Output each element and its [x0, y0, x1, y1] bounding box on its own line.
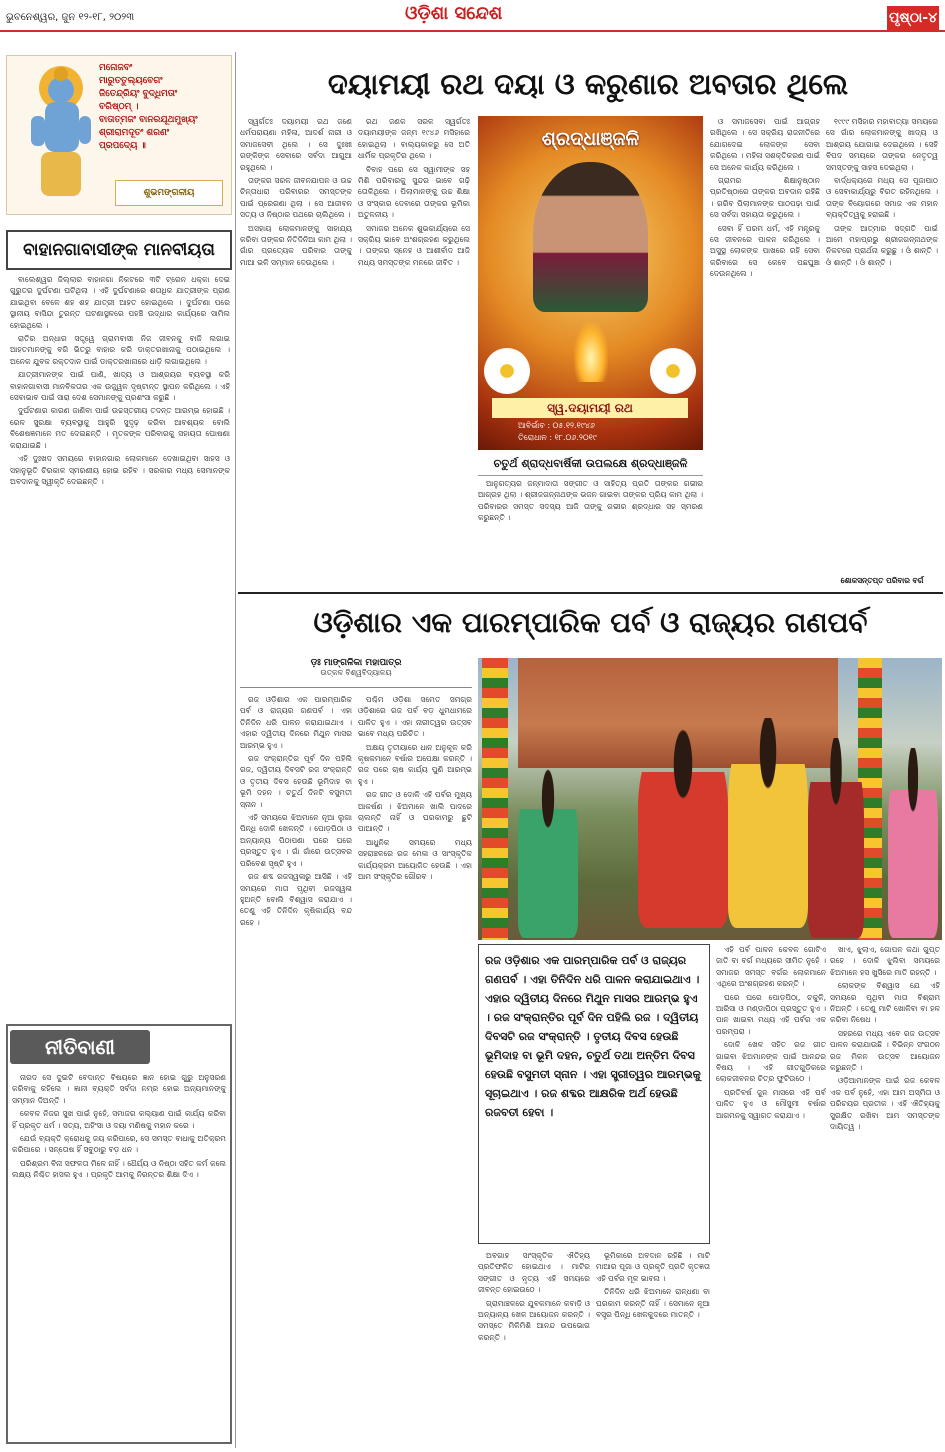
paragraph: ରଥ ଜଣକ ସରଳ ସ୍ୱର୍ଗତଃ ଦୟାମୟୀଙ୍କ ଜନ୍ମ ୧୯୪୬ ମସିହାରେ ହୋଇଥିଲା । ବାଲ୍ୟକାଳରୁ ସେ ଅତି ଧାର୍ମିକ ପ୍ରକୃତିର ଥିଲେ ।	[358, 117, 470, 161]
story2-byline	[240, 658, 472, 688]
paragraph: ରଜ ଶବ୍ଦ ରଜସ୍ୱଳାରୁ ଆସିଛି । ଏହି ସମୟରେ ମାତା ପୃଥିବୀ ରଜସ୍ୱଳା ହୁଅନ୍ତି ବୋଲି ବିଶ୍ୱାସ କରାଯାଏ । ତେଣୁ ଏହି ତିନିଦିନ କୃଷିକାର୍ଯ୍ୟ ବନ୍ଦ ରହେ ।	[240, 872, 352, 927]
paragraph: ତାଙ୍କ ଆତ୍ମାର ସଦ୍‌ଗତି ପାଇଁ ଆମେ ମହାପ୍ରଭୁ ଶ୍ରୀଜଗନ୍ନାଥଙ୍କ ନିକଟରେ ପ୍ରାର୍ଥନା କରୁଛୁ । ଓଁ ଶାନ୍ତି । ଓଁ ଶାନ୍ତି । ଓଁ ଶାନ୍ତି ।	[826, 223, 938, 267]
subhamangaliya-badge: ଶୁଭମଙ୍ଗଳୀୟ	[115, 180, 223, 206]
paragraph: ଅବଗାହ ସାଂସ୍କୃତିକ ଐତିହ୍ୟ ପ୍ରତିଫଳିତ ହୋଇଥାଏ । ମାଟିର ସଙ୍ଗୀତ ଓ ନୃତ୍ୟ ଏହି ସମୟରେ ଜୀବନ୍ତ ହୋଇଉଠେ ।	[478, 1251, 590, 1295]
neeti-vani-title: ନୀତିବାଣୀ	[10, 1030, 150, 1064]
story2-column-3b	[596, 1250, 710, 1446]
quote-line: ମନୋଜବଂ	[99, 63, 133, 73]
tribute-title: ଶ୍ରଦ୍ଧାଞ୍ଜଳି	[541, 128, 640, 150]
tribute-portrait	[478, 116, 703, 450]
story2-column-2	[358, 694, 472, 1446]
pull-quote-text: ରଜ ଓଡ଼ିଶାର ଏକ ପାରମ୍ପାରିକ ପର୍ବ ଓ ରାଜ୍ୟର ଗଣପର୍ବ । ଏହା ତିନିଦିନ ଧରି ପାଳନ କରାଯାଇଥାଏ । ଏହାର ଦ୍ୱିତୀୟ ଦିନରେ ମିଥୁନ ମାସର ଆରମ୍ଭ ହୁଏ । ରଜ ସଂକ୍ରାନ୍ତିର ପୂର୍ବ ଦିନ ପହିଲି ରଜ । ଦ୍ୱିତୀୟ ଦିବସଟି ରଜ ସଂକ୍ରାନ୍ତି । ତୃତୀୟ ଦିବସ ହେଉଛି ଭୂମିଦାହ ବା ଭୂମି ଦହନ, ଚତୁର୍ଥ ତଥା ଅନ୍ତିମ ଦିବସ ହେଉଛି ବସୁମତୀ ସ୍ନାନ । ଏହା ସ୍ତ୍ରୀତ୍ୱର ଆରମ୍ଭକୁ ସୂଚାଇଥାଏ । ରଜ ଶବ୍ଦର ଆକ୍ଷରିକ ଅର୍ଥ ହେଉଛି ରଜବତୀ ହେବା ।	[485, 954, 701, 1119]
paragraph: ଯାତ୍ରୀମାନଙ୍କ ପାଇଁ ପାଣି, ଖାଦ୍ୟ ଓ ଆଶ୍ରୟର ବ୍ୟବସ୍ଥା କରି ବାହାନଗାବାସୀ ମାନବିକତାର ଏକ ଉଜ୍ଜ୍ୱଳ ଦୃଷ୍ଟାନ୍ତ ସ୍ଥାପନ କରିଥିଲେ । ଏହି ସେବାଭାବ ପାଇଁ ସାରା ଦେଶ ସେମାନଙ୍କୁ ପ୍ରଶଂସା କରୁଛି ।	[10, 370, 230, 403]
masthead: ଓଡ଼ିଶା ସନ୍ଦେଶ	[405, 3, 503, 24]
paragraph: ଆନୁଗତ୍ୟର ଜନ୍ମାଦାତା ସଙ୍ଗୀତ ଓ ସାହିତ୍ୟ ପ୍ରତି ତାଙ୍କର ଗଭୀର ଆଗ୍ରହ ଥିଲା । ଶ୍ରୀଜଗନ୍ନାଥଙ୍କ ଭଜନ ଗାଇବା ତାଙ୍କର ପ୍ରିୟ କାମ ଥିଲା । ପରିବାରର ସମସ୍ତ ସଦସ୍ୟ ଆଜି ତାଙ୍କୁ ଗଭୀର ଶ୍ରଦ୍ଧାର ସହ ସ୍ମରଣ କରୁଛନ୍ତି ।	[478, 479, 703, 523]
column-divider	[235, 52, 236, 1448]
paragraph: ବାର୍ଦ୍ଧକ୍ୟରେ ମଧ୍ୟ ସେ ପୂଜାପାଠ ଓ ସେବାକାର୍ଯ୍ୟରୁ ବିରତ ରହିନଥିଲେ । ତାଙ୍କ ବିୟୋଗରେ ସମାଜ ଏକ ମହାନ ବ୍ୟକ୍ତିତ୍ୱକୁ ହରାଇଛି ।	[826, 176, 938, 220]
story2-column-1	[240, 694, 352, 1446]
paragraph: ସମାଜର ଅନେକ ଶୁଭକାର୍ଯ୍ୟରେ ସେ ସକ୍ରିୟ ଭାବେ ଅଂଶଗ୍ରହଣ କରୁଥିଲେ । ତାଙ୍କର ସ୍ନେହ ଓ ଆଶୀର୍ବାଦ ଆଜି ମଧ୍ୟ ସମସ୍ତଙ୍କ ମନରେ ଜୀବିତ ।	[358, 223, 470, 267]
quote-line: ଜିତେନ୍ଦ୍ରିୟଂ ବୁଦ୍ଧିମତାଂ	[99, 89, 178, 99]
paragraph: ସ୍ୱର୍ଗତଃ ଦୟାମୟୀ ରଥ ଜଣେ ଧର୍ମପରାୟଣା ମହିଳା, ଆଦର୍ଶ ନାରୀ ଓ ସମାଜସେବୀ ଥିଲେ । ସେ ଦୁଃଖୀ ରଙ୍କିଙ୍କ ସେବାରେ ସର୍ବଦା ଆଗୁଆ ରହୁଥିଲେ ।	[240, 117, 352, 172]
quote-line: ବରିଷ୍ଠମ୍ ।	[99, 102, 139, 112]
paragraph: ପଶ୍ଚିମ ଓଡ଼ିଶା ସମେତ ସମଗ୍ର ଓଡ଼ିଶାରେ ରଜ ପର୍ବ ବଡ଼ ଧୁମଧାମରେ ପାଳିତ ହୁଏ । ଏହା ନାରୀତ୍ୱର ଉତ୍ସବ ଭାବେ ମଧ୍ୟ ପରିଚିତ ।	[358, 695, 472, 739]
deceased-name: ସ୍ୱ.ଦୟାମୟୀ ରଥ	[492, 398, 688, 418]
flower-decoration	[484, 348, 530, 394]
paragraph: ବାଲେଶ୍ୱର ଜିଲ୍ଲାର ବାହାନଗା ନିକଟରେ ୩ଟି ଟ୍ରେନ ଧକ୍କା ଦେଇ ଗୁରୁତର ଦୁର୍ଘଟଣା ଘଟିଥିଲା । ଏହି ଦୁର୍ଘଟଣାରେ ଶତାଧିକ ଯାତ୍ରୀଙ୍କ ପ୍ରାଣ ଯାଇଥିବା ବେଳେ ଶହ ଶହ ଯାତ୍ରୀ ଆହତ ହୋଇଥିଲେ । ଦୁର୍ଘଟଣା ପରେ ସ୍ଥାନୀୟ ବାସିନ୍ଦା ତୁରନ୍ତ ଘଟଣାସ୍ଥଳରେ ପହଞ୍ଚି ଉଦ୍ଧାର କାର୍ଯ୍ୟରେ ସାମିଲ ହୋଇଥିଲେ ।	[10, 275, 230, 330]
story2-headline: ଓଡ଼ିଶାର ଏକ ପାରମ୍ପାରିକ ପର୍ବ ଓ ରାଜ୍ୟର ଗଣପର୍ବ	[238, 592, 943, 650]
paragraph: ଏହି ଦୁଃଖଦ ସମୟରେ ବାହାନଗାର ଲୋକମାନେ ଦେଖାଇଥିବା ସାହସ ଓ ସହାନୁଭୂତି ଚିରକାଳ ସ୍ମରଣୀୟ ହୋଇ ରହିବ । ସରକାର ମଧ୍ୟ ସେମାନଙ୍କ ଅବଦାନକୁ ସ୍ୱୀକୃତି ଦେଇଛନ୍ତି ।	[10, 454, 230, 486]
portrait-photo	[533, 162, 648, 312]
paragraph: ତାଙ୍କର ସରଳ ଜୀବନଯାପନ ଓ ଉଚ୍ଚ ଚିନ୍ତାଧାରା ପରିବାରର ସମସ୍ତଙ୍କ ପାଇଁ ପ୍ରେରଣା ଥିଲା । ସେ ଆଜୀବନ ସତ୍ୟ ଓ ନିଷ୍ଠାର ପଥରେ ଚାଲିଥିଲେ ।	[240, 176, 352, 220]
paragraph: ୧୯୯୯ ମସିହାର ମହାବାତ୍ୟା ସମୟରେ ସେ ଗାଁର ଲୋକମାନଙ୍କୁ ଖାଦ୍ୟ ଓ ଆଶ୍ରୟ ଯୋଗାଇ ଦେଇଥିଲେ । ସେହି ବିପଦ ସମୟରେ ତାଙ୍କର ନେତୃତ୍ୱ ସମସ୍ତଙ୍କୁ ସାହସ ଦେଇଥିଲା ।	[826, 117, 938, 172]
birth-date: ଆବିର୍ଭାବ : ୦୫.୧୨.୧୯୪୬	[518, 421, 595, 430]
issue-date: ଭୁବନେଶ୍ୱର, ଜୁନ ୧୨-୧୮, ୨୦୨୩	[6, 12, 135, 23]
story2-column-4	[716, 944, 826, 1446]
devotional-quote-box	[6, 55, 232, 215]
story1-column-1	[240, 116, 352, 588]
paragraph: ତିନିଦିନ ଧରି ଝିଅମାନେ ରାନ୍ଧଣା ବା ଘରକାମ କରନ୍ତି ନାହିଁ । ସେମାନେ ନୂଆ ବସ୍ତ୍ର ପିନ୍ଧି ଖେଳକୁଦରେ ମାତନ୍ତି ।	[596, 1287, 710, 1320]
hanuman-illustration	[17, 60, 97, 210]
paragraph: ଖାଏ, ଝୁଲାଏ, ଗୋପନ କଥା ଗୁପ୍ତ ରହେ । ଦୋଳି ଝୁଲିବା ସମୟରେ ଝିଅମାନେ ହସ ଖୁସିରେ ମାତି ରହନ୍ତି ।	[830, 945, 940, 977]
girl-figure	[728, 718, 808, 928]
paragraph: ଅସହାୟ ଲୋକମାନଙ୍କୁ ସାହାଯ୍ୟ କରିବା ତାଙ୍କର ନିତିଦିନିଆ କାମ ଥିଲା । ଗାଁର ପ୍ରତ୍ୟେକ ପରିବାର ତାଙ୍କୁ ମାଆ ଭଳି ସମ୍ମାନ ଦେଉଥିଲେ ।	[240, 223, 352, 267]
quote-line: ଶ୍ରୀରାମଦୂତଂ ଶରଣଂ	[99, 128, 170, 138]
story2-column-3a	[478, 1250, 590, 1446]
sidebar-story-body	[10, 274, 230, 1010]
paragraph: ରାତିର ଅନ୍ଧାର ସତ୍ତ୍ୱେ ଗ୍ରାମବାସୀ ନିଜ ଜୀବନକୁ ବାଜି ଲଗାଇ ଆହତମାନଙ୍କୁ ବଗି ଭିତରୁ ବାହାର କରି ଡାକ୍ତରଖାନାକୁ ପଠାଇଥିଲେ । ଅନେକ ଯୁବକ ରକ୍ତଦାନ ପାଇଁ ଡାକ୍ତରଖାନାରେ ଧାଡ଼ି ଲଗାଇଥିଲେ ।	[10, 334, 230, 366]
paragraph: ଯେଉଁ ବ୍ୟକ୍ତି କ୍ରୋଧକୁ ଜୟ କରିପାରେ, ସେ ସମସ୍ତ ବାଧାକୁ ଅତିକ୍ରମ କରିପାରେ । ସନ୍ତୋଷ ହିଁ ସବୁଠାରୁ ବଡ଼ ଧନ ।	[12, 1134, 226, 1155]
paragraph: ରଜ ସଂକ୍ରାନ୍ତିର ପୂର୍ବ ଦିନ ପହିଲି ରଜ, ଦ୍ୱିତୀୟ ଦିବସଟି ରଜ ସଂକ୍ରାନ୍ତି ଓ ତୃତୀୟ ଦିବସ ହେଉଛି ଭୂମିଦାହ ବା ଭୂମି ଦହନ । ଚତୁର୍ଥ ଦିନଟି ବସୁମତୀ ସ୍ନାନ ।	[240, 754, 352, 809]
life-dates	[518, 420, 688, 444]
sidebar-story-title: ବାହାନଗାବାସୀଙ୍କ ମାନବୀୟତା	[6, 230, 232, 270]
paragraph: ବିବାହ ପରେ ସେ ସ୍ୱାମୀଙ୍କ ସହ ମିଶି ପରିବାରକୁ ସୁନ୍ଦର ଭାବେ ଗଢ଼ି ତୋଳିଥିଲେ । ପିଲାମାନଙ୍କୁ ଉଚ୍ଚ ଶିକ୍ଷା ଓ ସଂସ୍କାର ଦେବାରେ ତାଙ୍କର ଭୂମିକା ଅତୁଳନୀୟ ।	[358, 164, 470, 220]
paragraph: ଘରେ ଘରେ ପୋଡ଼ପିଠା, ଚକୁଳି, ଆରିସା ଓ ମଣ୍ଡାପିଠା ପ୍ରସ୍ତୁତ ହୁଏ । ପାନ ଖାଇବା ମଧ୍ୟ ଏହି ପର୍ବର ଏକ ପରମ୍ପରା ।	[716, 992, 826, 1036]
paragraph: ଏହି ପର୍ବ ପାଳନ କେବଳ ଗୋଟିଏ ଜାତି ବା ବର୍ଗ ମଧ୍ୟରେ ସୀମିତ ନୁହେଁ । ସମାଜର ସମସ୍ତ ବର୍ଗର ଲୋକମାନେ ଏଥିରେ ଅଂଶଗ୍ରହଣ କରନ୍ତି ।	[716, 945, 826, 989]
paragraph: ଦୋଳି ଖେଳ ସହିତ ରଜ ଗୀତ ଗାଇବା ଝିଅମାନଙ୍କ ପାଇଁ ଆନନ୍ଦର ବିଷୟ । ଏହି ଗୀତଗୁଡ଼ିକରେ ଲୋକଜୀବନର ଚିତ୍ର ଫୁଟିଉଠେ ।	[716, 1040, 826, 1084]
story1-column-3	[478, 478, 703, 590]
story1-column-4	[710, 116, 820, 588]
quote-verse	[99, 62, 229, 153]
paragraph: କେବଳ ନିଜର ସୁଖ ପାଇଁ ନୁହେଁ, ସମାଜର କଲ୍ୟାଣ ପାଇଁ କାର୍ଯ୍ୟ କରିବା ହିଁ ପ୍ରକୃତ ଧର୍ମ । ସତ୍ୟ, ଅହିଂସା ଓ ଦୟା ମଣିଷକୁ ମହାନ କରେ ।	[12, 1109, 226, 1130]
girl-figure	[518, 768, 578, 938]
paragraph: ଏହି ସମୟରେ ଝିଅମାନେ ନୂଆ ଲୁଗା ପିନ୍ଧି ଦୋଳି ଖେଳନ୍ତି । ପୋଡ଼ପିଠା ଓ ଅନ୍ୟାନ୍ୟ ପିଠାପଣା ଘରେ ଘରେ ପ୍ରସ୍ତୁତ ହୁଏ । ଗାଁ ଗାଁରେ ଉତ୍ସବର ପରିବେଶ ସୃଷ୍ଟି ହୁଏ ।	[240, 813, 352, 868]
pull-quote-box	[478, 944, 710, 1244]
paragraph: ଗ୍ରାମାଞ୍ଚଳରେ ଯୁବକମାନେ କବାଡ଼ି ଓ ଅନ୍ୟାନ୍ୟ ଖେଳ ଆୟୋଜନ କରନ୍ତି । ସମସ୍ତେ ମିଳିମିଶି ଆନନ୍ଦ ଉପଭୋଗ କରନ୍ତି ।	[478, 1298, 590, 1342]
girl-figure	[638, 728, 728, 928]
paragraph: ରଜ ଗୀତ ଓ ଦୋଳି ଏହି ପର୍ବର ମୁଖ୍ୟ ଆକର୍ଷଣ । ଝିଅମାନେ ଖାଲି ପାଦରେ ଚାଲନ୍ତି ନାହିଁ ଓ ଘରକାମରୁ ଛୁଟି ପାଆନ୍ତି ।	[358, 790, 472, 834]
raja-festival-photo	[478, 658, 942, 940]
paragraph: ପରିଶ୍ରମ ବିନା ସଫଳତା ମିଳେ ନାହିଁ । ଧୈର୍ଯ୍ୟ ଓ ନିଷ୍ଠା ସହିତ କର୍ମ କଲେ ଲକ୍ଷ୍ୟ ନିଶ୍ଚିତ ହାସଲ ହୁଏ । ପ୍ରକୃତି ଆମକୁ ନିରନ୍ତର ଶିକ୍ଷା ଦିଏ ।	[12, 1158, 226, 1180]
paragraph: ଅକ୍ଷୟ ତୃତୀୟାରେ ଧାନ ଅନୁକୂଳ କରି କୃଷକମାନେ ବର୍ଷାର ଅପେକ୍ଷା କରନ୍ତି । ରଜ ପରେ ଚାଷ କାର୍ଯ୍ୟ ପୁଣି ଆରମ୍ଭ ହୁଏ ।	[358, 742, 472, 786]
paragraph: ଓଡ଼ିଆମାନଙ୍କ ପାଇଁ ରଜ କେବଳ ଏକ ପର୍ବ ନୁହେଁ, ଏହା ଆମ ଅସ୍ମିତା ଓ ପରିଚୟର ପ୍ରତୀକ । ଏହି ଐତିହ୍ୟକୁ ସୁରକ୍ଷିତ ରଖିବା ଆମ ସମସ୍ତଙ୍କ ଦାୟିତ୍ୱ ।	[830, 1076, 940, 1132]
paragraph: ଲୋକଙ୍କ ବିଶ୍ୱାସ ଯେ ଏହି ସମୟରେ ପୃଥିବୀ ମାତା ବିଶ୍ରାମ ନିଅନ୍ତି । ତେଣୁ ମାଟି ଖୋଳିବା ବା ହଳ କରିବା ନିଷେଧ ।	[830, 981, 940, 1025]
paragraph: ଆଧୁନିକ ସମୟରେ ମଧ୍ୟ ସହରାଞ୍ଚଳରେ ରଜ ମେଳା ଓ ସାଂସ୍କୃତିକ କାର୍ଯ୍ୟକ୍ରମ ଆୟୋଜିତ ହେଉଛି । ଏହା ଆମ ସଂସ୍କୃତିର ଗୌରବ ।	[358, 837, 472, 882]
decorated-swing-pole	[482, 658, 508, 940]
paragraph: ସହରରେ ମଧ୍ୟ ଏବେ ରଜ ଉତ୍ସବ ପାଳନ କରାଯାଉଛି । ବିଭିନ୍ନ ସଂଗଠନ ରଜ ମିଳନ ଉତ୍ସବ ଆୟୋଜନ କରୁଛନ୍ତି ।	[830, 1028, 940, 1073]
quote-line: ପ୍ରପଦ୍ୟେ ॥	[99, 141, 146, 151]
paragraph: ଓ ସମାଜସେବା ପାଇଁ ଆଗ୍ରହ ରଖିଥିଲେ । ସେ ସକ୍ରିୟ ରାଜନୀତିରେ ଯୋଗଦେଇ ଲୋକଙ୍କ ସେବା କରିଥିଲେ । ମହିଳା ସଶକ୍ତିକରଣ ପାଇଁ ସେ ଅନେକ କାର୍ଯ୍ୟ କରିଥିଲେ ।	[710, 117, 820, 172]
flower-decoration	[650, 348, 696, 394]
author-organization: ଉତ୍କଳ ବିଶ୍ୱବିଦ୍ୟାଳୟ	[320, 668, 392, 677]
story1-headline: ଦୟାମୟୀ ରଥ ଦୟା ଓ କରୁଣାର ଅବତାର ଥିଲେ	[327, 67, 849, 101]
lamp-flame	[574, 322, 608, 382]
paragraph: ରଜ ଓଡ଼ିଶାର ଏକ ପାରମ୍ପାରିକ ପର୍ବ ଓ ରାଜ୍ୟର ଗଣପର୍ବ । ଏହା ତିନିଦିନ ଧରି ପାଳନ କରାଯାଇଥାଏ । ଏହାର ଦ୍ୱିତୀୟ ଦିନରେ ମିଥୁନ ମାସର ଆରମ୍ଭ ହୁଏ ।	[240, 695, 352, 750]
paragraph: ନାରଦ ସେ ଦୁଇଟି ବେଦାନ୍ତ ବିଷୟରେ ଜ୍ଞାନ ହୋଇ ଗୁରୁ ଅନୁସରଣ କରିବାକୁ କହିଲେ । ଜ୍ଞାନୀ ବ୍ୟକ୍ତି ସର୍ବଦା ନମ୍ର ହୋଇ ଅନ୍ୟମାନଙ୍କୁ ସମ୍ମାନ ଦିଅନ୍ତି ।	[12, 1073, 226, 1105]
story1-column-5	[826, 116, 938, 590]
tribute-caption: ଚତୁର୍ଥ ଶ୍ରାଦ୍ଧବାର୍ଷିକୀ ଉପଲକ୍ଷେ ଶ୍ରଦ୍ଧାଞ୍ଜଳି	[478, 452, 703, 476]
story1-column-2	[358, 116, 470, 588]
quote-line: ମାରୁତତୁଲ୍ୟବେଗଂ	[99, 76, 163, 86]
story1-signature: ଶୋକସନ୍ତପ୍ତ ପରିବାର ବର୍ଗ	[840, 576, 924, 585]
paragraph: ଭୂମିକାରେ ଅବଦାନ ରହିଛି । ମାଟି ମାଆର ପୂଜା ଓ ପ୍ରକୃତି ପ୍ରତି କୃତଜ୍ଞତା ଏହି ପର୍ବର ମୂଳ ଭାବନା ।	[596, 1251, 710, 1283]
paragraph: ଦୁର୍ଘଟଣାର କାରଣ ଜାଣିବା ପାଇଁ ଉଚ୍ଚସ୍ତରୀୟ ତଦନ୍ତ ଆରମ୍ଭ ହୋଇଛି । ରେଳ ସୁରକ୍ଷା ବ୍ୟବସ୍ଥାକୁ ଆହୁରି ସୁଦୃଢ଼ କରିବା ଆବଶ୍ୟକ ବୋଲି ବିଶେଷଜ୍ଞମାନେ ମତ ଦେଇଛନ୍ତି । ମୃତକଙ୍କ ପରିବାରକୁ ସହାୟତା ଘୋଷଣା କରାଯାଇଛି ।	[10, 406, 230, 450]
girl-figure	[888, 748, 938, 938]
death-date: ତିରୋଧାନ : ୧୮.୦୬.୨୦୧୯	[518, 433, 597, 442]
neeti-vani-body	[12, 1072, 226, 1440]
girl-figure	[808, 738, 864, 938]
author-name: ଡ଼ଃ ମାଙ୍ଗଳିକା ମହାପାତ୍ର	[310, 658, 402, 668]
paragraph: ଗ୍ରାମର ଶିକ୍ଷାନୁଷ୍ଠାନ ପ୍ରତିଷ୍ଠାରେ ତାଙ୍କର ଅବଦାନ ରହିଛି । ଗରିବ ପିଲାମାନଙ୍କ ପାଠପଢ଼ା ପାଇଁ ସେ ସର୍ବଦା ସହାୟତା କରୁଥିଲେ ।	[710, 176, 820, 220]
page-number: ପୃଷ୍ଠା-୪	[887, 6, 939, 30]
story2-column-5	[830, 944, 940, 1446]
quote-line: ବାତାତ୍ମଜଂ ବାନରଯୂଥମୁଖ୍ୟଂ	[99, 115, 198, 125]
paragraph: ସେବା ହିଁ ପରମ ଧର୍ମ, ଏହି ମନ୍ତ୍ରକୁ ସେ ଜୀବନରେ ପାଳନ କରିଥିଲେ । ଅସୁସ୍ଥ ଲୋକଙ୍କ ପାଖରେ ରହି ସେବା କରିବାରେ ସେ କେବେ ପଛଘୁଞ୍ଚା ଦେଉନଥିଲେ ।	[710, 223, 820, 279]
paragraph: ପ୍ରତିବର୍ଷ ଜୁନ ମାସରେ ଏହି ପର୍ବ ପାଳିତ ହୁଏ ଓ ମୌସୁମୀ ବର୍ଷାର ଆଗମନକୁ ସ୍ୱାଗତ କରାଯାଏ ।	[716, 1087, 826, 1120]
